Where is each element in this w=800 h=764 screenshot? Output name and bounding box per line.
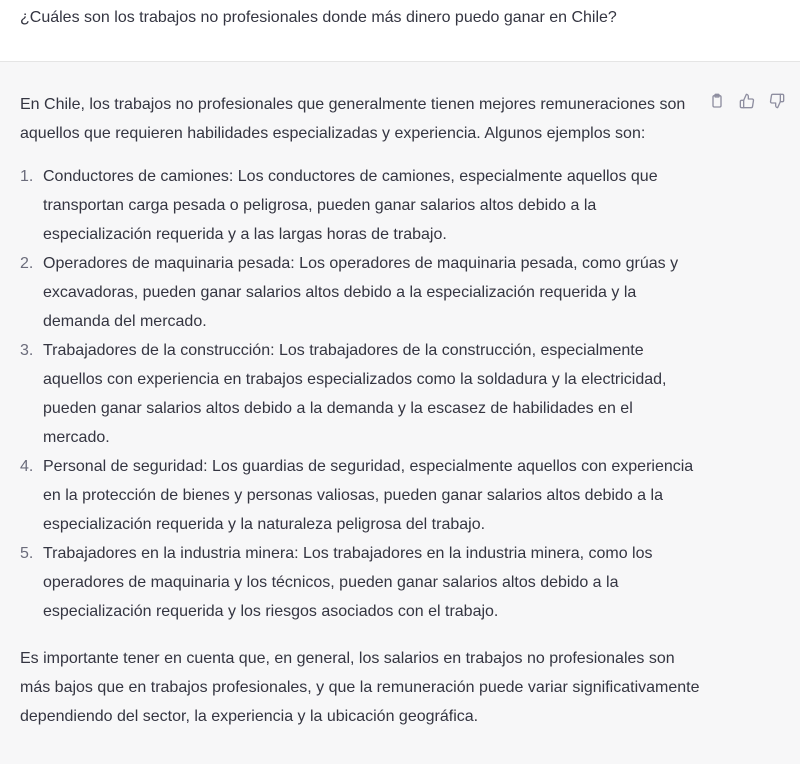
thumbs-down-button[interactable] — [768, 92, 786, 110]
list-item-text: Operadores de maquinaria pesada: Los operadores de maquinaria pesada, como grúas y excavadoras, pueden ganar salarios altos debido a la especialización requerida y la demanda del mercado. — [43, 255, 679, 330]
thumbs-down-icon — [769, 93, 785, 109]
clipboard-icon — [709, 93, 725, 109]
user-message-text: ¿Cuáles son los trabajos no profesionales donde más dinero puedo ganar en Chile? — [20, 9, 617, 26]
list-item — [20, 336, 700, 452]
list-item — [20, 452, 700, 539]
list-item — [20, 249, 700, 336]
list-item-text: Personal de seguridad: Los guardias de seguridad, especialmente aquellos con experiencia en la protección de bienes y personas valiosas, pueden ganar salarios altos debido a la especialización requerida y la naturaleza peligrosa del trabajo. — [43, 458, 694, 533]
list-item-text: Trabajadores de la construcción: Los trabajadores de la construcción, especialmente aquellos con experiencia en trabajos especializados como la soldadura y la electricidad, pueden ganar salarios altos debido a la demanda y la escasez de habilidades en el mercado. — [43, 342, 667, 446]
thumbs-up-button[interactable] — [738, 92, 756, 110]
copy-button[interactable] — [708, 92, 726, 110]
list-number: 4. — [20, 458, 34, 475]
assistant-answer — [20, 90, 700, 731]
list-number: 5. — [20, 545, 34, 562]
list-item-text: Trabajadores en la industria minera: Los trabajadores en la industria minera, como los operadores de maquinaria y los técnicos, pueden ganar salarios altos debido a la especialización requerida y los riesgos asociados con el trabajo. — [43, 545, 653, 620]
list-number: 3. — [20, 342, 34, 359]
list-item-text: Conductores de camiones: Los conductores de camiones, especialmente aquellos que transportan carga pesada o peligrosa, pueden ganar salarios altos debido a la especialización requerida y a las largas horas de trabajo. — [43, 168, 658, 243]
list-number: 1. — [20, 168, 34, 185]
thumbs-up-icon — [739, 93, 755, 109]
assistant-message-row — [0, 62, 800, 731]
list-item — [20, 539, 700, 626]
answer-conclusion: Es importante tener en cuenta que, en general, los salarios en trabajos no profesionales son más bajos que en trabajos profesionales, y que la remuneración puede variar significativamente dependiendo del sector, la experiencia y la ubicación geográfica. — [20, 650, 700, 725]
list-number: 2. — [20, 255, 34, 272]
user-message-row — [0, 0, 800, 62]
message-actions — [708, 92, 786, 110]
answer-list — [20, 162, 700, 626]
list-item — [20, 162, 700, 249]
answer-intro: En Chile, los trabajos no profesionales que generalmente tienen mejores remuneraciones son aquellos que requieren habilidades especializadas y experiencia. Algunos ejemplos son: — [20, 96, 686, 142]
